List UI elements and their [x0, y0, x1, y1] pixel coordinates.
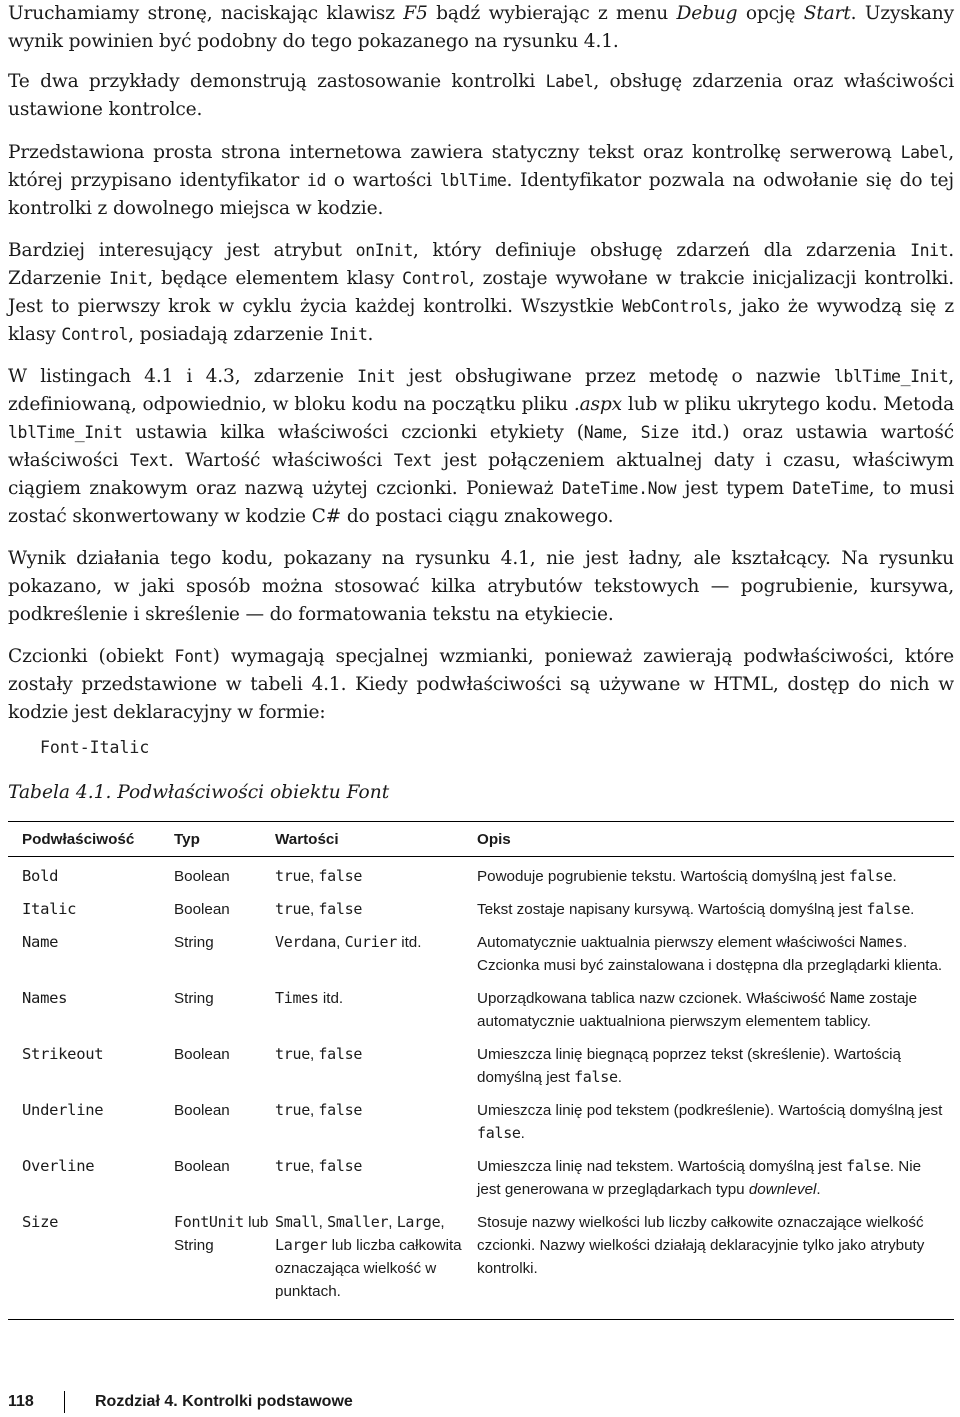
paragraph-result: Wynik działania tego kodu, pokazany na rysunku 4.1, nie jest ładny, ale kształcący. Na rysunku pokazano, w jaki sposób można stosować kilka atrybutów tekstowych — pogrubienie, kursywa, podkreślenie i skreślenie — do formatowania tekstu na etykiecie.: [8, 548, 954, 625]
cell-type: Boolean: [174, 1158, 230, 1175]
footer-separator: [64, 1391, 65, 1413]
table-header-row: [8, 822, 954, 857]
cell-subproperty: Underline: [22, 1101, 104, 1119]
header-description: Opis: [477, 830, 511, 848]
cell-description: Umieszcza linię pod tekstem (podkreślenie). Wartością domyślną jest false.: [477, 1102, 943, 1142]
table-row: [8, 1207, 954, 1319]
table-caption: Tabela 4.1. Podwłaściwości obiektu Font: [8, 782, 390, 803]
cell-values: true, false: [275, 1157, 363, 1175]
table-row: [8, 861, 954, 894]
table-row: [8, 927, 954, 983]
cell-type: Boolean: [174, 901, 230, 918]
paragraph-listings: W listingach 4.1 i 4.3, zdarzenie Init jest obsługiwane przez metodę o nazwie lblTime_Init, zdefiniowaną, odpowiednio, w bloku kodu na początku pliku .aspx lub w pliku ukrytego kodu. Metoda lblTime_Init ustawia kilka właściwości czcionki etykiety (Name, Size itd.) oraz ustawia wartość właściwości Text. Wartość właściwości Text jest połączeniem aktualnej daty i czasu, właściwym ciągiem znakowym oraz nazwą użytej czcionki. Ponieważ DateTime.Now jest typem DateTime, to musi zostać skonwertowany w kodzie C# do postaci ciągu znakowego.: [8, 366, 955, 527]
cell-description: Stosuje nazwy wielkości lub liczby całkowite oznaczające wielkość czcionki. Nazwy wielkości działają deklaracyjnie tylko jako atrybuty kontrolki.: [477, 1214, 925, 1277]
paragraph-oninit: Bardziej interesujący jest atrybut onInit, który definiuje obsługę zdarzeń dla zdarzenia Init. Zdarzenie Init, będące elementem klasy Control, zostaje wywołane w trakcie inicjalizacji kontrolki. Jest to pierwszy krok w cyklu życia każdej kontrolki. Wszystkie WebControls, jako że wywodzą się z klasy Control, posiadają zdarzenie Init.: [8, 240, 954, 345]
cell-description: Umieszcza linię nad tekstem. Wartością domyślną jest false. Nie jest generowana w przeglądarkach typu downlevel.: [477, 1157, 922, 1198]
paragraph-static-text: Przedstawiona prosta strona internetowa zawiera statyczny tekst oraz kontrolkę serwerową Label, której przypisano identyfikator id o wartości lblTime. Identyfikator pozwala na odwołanie się do tej kontrolki z dowolnego miejsca w kodzie.: [8, 142, 954, 219]
table-row: [8, 1039, 954, 1095]
code-sample: Font-Italic: [40, 738, 150, 757]
cell-subproperty: Overline: [22, 1157, 95, 1175]
cell-type: String: [174, 934, 214, 951]
cell-type: String: [174, 990, 214, 1007]
cell-description: Umieszcza linię biegnącą poprzez tekst (skreślenie). Wartością domyślną jest false.: [477, 1046, 902, 1086]
cell-subproperty: Names: [22, 989, 68, 1007]
cell-type: Boolean: [174, 868, 230, 885]
cell-subproperty: Italic: [22, 900, 77, 918]
cell-subproperty: Name: [22, 933, 59, 951]
table-row: [8, 983, 954, 1039]
header-type: Typ: [174, 830, 200, 848]
page-number: 118: [8, 1393, 34, 1410]
table-row: [8, 894, 954, 927]
paragraph-run-page: Uruchamiamy stronę, naciskając klawisz F5 bądź wybierając z menu Debug opcję Start. Uzyskany wynik powinien być podobny do tego pokazanego na rysunku 4.1.: [8, 3, 954, 52]
cell-type: Boolean: [174, 1046, 230, 1063]
cell-subproperty: Strikeout: [22, 1045, 104, 1063]
chapter-title: Rozdział 4. Kontrolki podstawowe: [95, 1393, 353, 1410]
cell-description: Uporządkowana tablica nazw czcionek. Właściwość Name zostaje automatycznie uaktualniona pierwszym elementem tablicy.: [477, 989, 918, 1030]
cell-subproperty: Bold: [22, 867, 59, 885]
header-values: Wartości: [275, 830, 339, 848]
paragraph-label-examples: Te dwa przykłady demonstrują zastosowanie kontrolki Label, obsługę zdarzenia oraz właściwości ustawione kontrolce.: [8, 71, 954, 120]
table-body: [8, 857, 954, 1319]
cell-values: true, false: [275, 867, 363, 885]
cell-values: Times itd.: [275, 989, 344, 1007]
page-footer: [8, 1391, 353, 1413]
paragraph-fonts: Czcionki (obiekt Font) wymagają specjalnej wzmianki, ponieważ zawierają podwłaściwości, które zostały przedstawione w tabeli 4.1. Kiedy podwłaściwości są używane w HTML, dostęp do nich w kodzie jest deklaracyjny w formie:: [8, 646, 954, 723]
table-row: [8, 1095, 954, 1151]
cell-values: Verdana, Curier itd.: [275, 933, 422, 951]
cell-subproperty: Size: [22, 1213, 59, 1231]
table-row: [8, 1151, 954, 1207]
header-subproperty: Podwłaściwość: [22, 830, 135, 848]
cell-values: Small, Smaller, Large, Larger lub liczba całkowita oznaczająca wielkość w punktach.: [275, 1213, 462, 1300]
cell-values: true, false: [275, 1045, 363, 1063]
cell-description: Automatycznie uaktualnia pierwszy element właściwości Names. Czcionka musi być zainstalowana i dostępna dla przeglądarki klienta.: [477, 933, 943, 974]
cell-type: Boolean: [174, 1102, 230, 1119]
cell-description: Powoduje pogrubienie tekstu. Wartością domyślną jest false.: [477, 867, 897, 885]
cell-values: true, false: [275, 1101, 363, 1119]
cell-type: FontUnit lub String: [174, 1213, 269, 1254]
font-properties-table: [8, 821, 954, 1320]
cell-description: Tekst zostaje napisany kursywą. Wartością domyślną jest false.: [477, 900, 915, 918]
cell-values: true, false: [275, 900, 363, 918]
